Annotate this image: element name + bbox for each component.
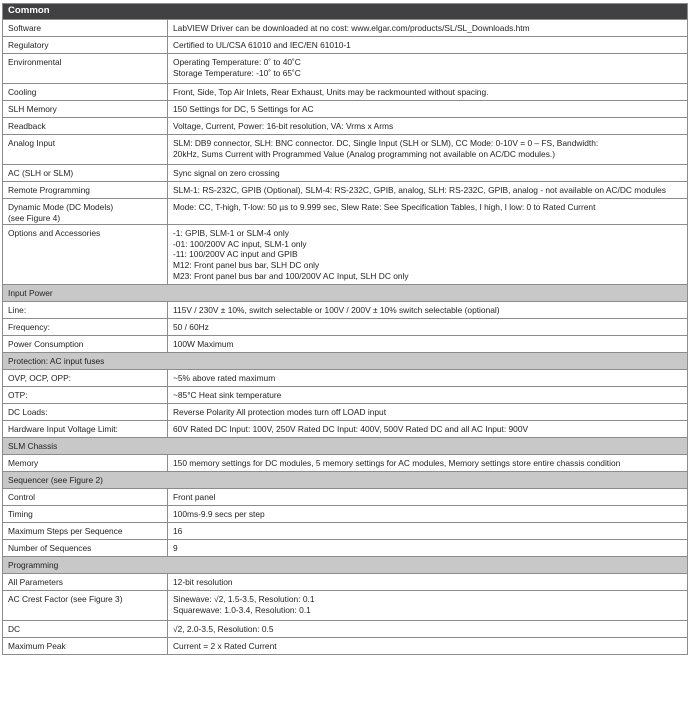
row-label-text: OTP: xyxy=(8,389,28,400)
row-value-line: Sync signal on zero crossing xyxy=(173,167,280,178)
row-value xyxy=(168,621,688,638)
row-label-text: Maximum Peak xyxy=(8,640,66,651)
row-label xyxy=(3,199,168,225)
row-label xyxy=(3,20,168,37)
row-value-line: √2, 2.0-3.5, Resolution: 0.5 xyxy=(173,623,274,634)
table-row xyxy=(3,489,688,506)
row-value-line: Sinewave: √2, 1.5-3.5, Resolution: 0.1 xyxy=(173,594,315,605)
row-value xyxy=(168,523,688,540)
row-label xyxy=(3,540,168,557)
row-label xyxy=(3,319,168,336)
row-label-text: AC (SLH or SLM) xyxy=(8,167,74,178)
row-value xyxy=(168,455,688,472)
row-label xyxy=(3,135,168,165)
row-value-line: Front, Side, Top Air Inlets, Rear Exhaust, Units may be rackmounted without spacing. xyxy=(173,86,489,97)
table-row xyxy=(3,319,688,336)
table-row xyxy=(3,404,688,421)
row-label-text: AC Crest Factor (see Figure 3) xyxy=(8,594,123,605)
row-value xyxy=(168,489,688,506)
table-row xyxy=(3,302,688,319)
row-value xyxy=(168,421,688,438)
table-row xyxy=(3,370,688,387)
row-value-line: 60V Rated DC Input: 100V, 250V Rated DC Input: 400V, 500V Rated DC and all AC Input: 900V xyxy=(173,423,529,434)
row-label xyxy=(3,489,168,506)
row-value xyxy=(168,101,688,118)
row-label xyxy=(3,336,168,353)
row-label xyxy=(3,370,168,387)
row-label xyxy=(3,101,168,118)
section-title: SLM Chassis xyxy=(3,438,688,455)
section-header-row xyxy=(3,438,688,455)
row-label-text: Readback xyxy=(8,120,46,131)
row-value xyxy=(168,370,688,387)
table-row xyxy=(3,540,688,557)
row-value-line: 100W Maximum xyxy=(173,338,234,349)
row-label xyxy=(3,638,168,655)
row-value-line: SLM: DB9 connector, SLH: BNC connector. DC, Single Input (SLH or SLM), CC Mode: 0-10V = 0 – FS, Bandwidth: xyxy=(173,138,599,148)
row-label xyxy=(3,591,168,621)
row-label xyxy=(3,182,168,199)
table-row xyxy=(3,225,688,285)
row-label-text: Remote Programming xyxy=(8,184,90,195)
table-row xyxy=(3,591,688,621)
row-value xyxy=(168,54,688,84)
row-label xyxy=(3,54,168,84)
table-row xyxy=(3,638,688,655)
row-value xyxy=(168,84,688,101)
row-label xyxy=(3,118,168,135)
row-label-text: DC xyxy=(8,623,21,634)
row-value-line: M23: Front panel bus bar and 100/200V AC Input, SLH DC only xyxy=(173,270,409,281)
row-label xyxy=(3,225,168,285)
row-label xyxy=(3,523,168,540)
row-label-text: OVP, OCP, OPP: xyxy=(8,372,71,383)
row-value-line: Certified to UL/CSA 61010 and IEC/EN 61010-1 xyxy=(173,39,351,50)
row-value-line: Front panel xyxy=(173,491,216,502)
table-row xyxy=(3,621,688,638)
row-value-line: -11: 100/200V AC input and GPIB xyxy=(173,249,298,260)
row-value-line: Operating Temperature: 0˚ to 40˚C xyxy=(173,57,301,67)
section-title: Sequencer (see Figure 2) xyxy=(3,472,688,489)
spec-table-body xyxy=(3,4,688,655)
row-value-line: SLM-1: RS-232C, GPIB (Optional), SLM-4: RS-232C, GPIB, analog, SLH: RS-232C, GPIB, analog - not available on AC/DC modules xyxy=(173,184,666,195)
row-value-line: Voltage, Current, Power: 16-bit resolution, VA: Vrms x Arms xyxy=(173,120,394,131)
row-label-text: Power Consumption xyxy=(8,338,84,349)
row-label-text: All Parameters xyxy=(8,576,63,587)
row-value xyxy=(168,319,688,336)
row-label-text: Dynamic Mode (DC Models) xyxy=(8,202,114,212)
table-row xyxy=(3,20,688,37)
table-row xyxy=(3,523,688,540)
row-value xyxy=(168,591,688,621)
row-label xyxy=(3,387,168,404)
row-value-line: Squarewave: 1.0-3.4, Resolution: 0.1 xyxy=(173,604,311,615)
table-row xyxy=(3,455,688,472)
row-label xyxy=(3,506,168,523)
row-label-text: Control xyxy=(8,491,35,502)
row-label-text: Cooling xyxy=(8,86,37,97)
row-value-line: 9 xyxy=(173,542,178,553)
table-row xyxy=(3,118,688,135)
row-value xyxy=(168,638,688,655)
section-title: Input Power xyxy=(3,285,688,302)
row-label-text: Number of Sequences xyxy=(8,542,92,553)
row-label xyxy=(3,621,168,638)
row-value-line: 20kHz, Sums Current with Programmed Value (Analog programming not available on AC/DC modules.) xyxy=(173,148,556,159)
section-header-row xyxy=(3,353,688,370)
row-value-line: Mode: CC, T-high, T-low: 50 µs to 9.999 sec, Slew Rate: See Specification Tables, I high, I low: 0 to Rated Current xyxy=(173,202,596,212)
row-value xyxy=(168,182,688,199)
row-value xyxy=(168,302,688,319)
row-value-line: Reverse Polarity All protection modes turn off LOAD input xyxy=(173,406,387,417)
table-row xyxy=(3,506,688,523)
section-header-row xyxy=(3,472,688,489)
table-row xyxy=(3,165,688,182)
table-row xyxy=(3,135,688,165)
row-label-text: Software xyxy=(8,22,42,33)
row-value xyxy=(168,574,688,591)
section-header-row xyxy=(3,285,688,302)
row-value xyxy=(168,118,688,135)
table-row xyxy=(3,54,688,84)
row-label-text: Frequency: xyxy=(8,321,50,332)
section-header-row xyxy=(3,557,688,574)
row-label-text: Environmental xyxy=(8,57,62,67)
row-value-line: LabVIEW Driver can be downloaded at no cost: www.elgar.com/products/SL/SL_Downloads.htm xyxy=(173,22,530,33)
row-label-text: Timing xyxy=(8,508,33,519)
row-label-text: Regulatory xyxy=(8,39,49,50)
row-label xyxy=(3,574,168,591)
row-value xyxy=(168,20,688,37)
row-label-note: (see Figure 4) xyxy=(8,212,61,223)
row-value-line: Current = 2 x Rated Current xyxy=(173,640,277,651)
row-value-line: 115V / 230V ± 10%, switch selectable or 100V / 200V ± 10% switch selectable (optional) xyxy=(173,304,500,315)
row-label-text: Hardware Input Voltage Limit: xyxy=(8,423,118,434)
row-value xyxy=(168,506,688,523)
row-value-line: 150 memory settings for DC modules, 5 memory settings for AC modules, Memory settings store entire chassis condition xyxy=(173,457,621,468)
row-label-text: DC Loads: xyxy=(8,406,48,417)
row-label-text: Line: xyxy=(8,304,27,315)
row-label-text: Options and Accessories xyxy=(8,228,101,239)
table-row xyxy=(3,421,688,438)
row-value xyxy=(168,199,688,225)
table-row xyxy=(3,336,688,353)
row-label xyxy=(3,421,168,438)
spec-table xyxy=(2,3,688,655)
row-label xyxy=(3,165,168,182)
row-value xyxy=(168,135,688,165)
row-value-line: ~5% above rated maximum xyxy=(173,372,276,383)
row-value-line: -01: 100/200V AC input, SLM-1 only xyxy=(173,238,307,249)
row-value-line: 12-bit resolution xyxy=(173,576,233,587)
table-header: Common xyxy=(3,4,688,20)
row-value-line: ~85°C Heat sink temperature xyxy=(173,389,282,400)
row-label-text: SLH Memory xyxy=(8,103,57,114)
row-label-text: Maximum Steps per Sequence xyxy=(8,525,123,536)
table-row xyxy=(3,387,688,404)
table-row xyxy=(3,199,688,225)
row-value xyxy=(168,387,688,404)
row-value-line: 100ms-9.9 secs per step xyxy=(173,508,265,519)
row-value xyxy=(168,404,688,421)
row-value-line: -1: GPIB, SLM-1 or SLM-4 only xyxy=(173,228,289,239)
table-row xyxy=(3,37,688,54)
section-title: Programming xyxy=(3,557,688,574)
row-label xyxy=(3,404,168,421)
row-label xyxy=(3,37,168,54)
row-label xyxy=(3,302,168,319)
row-value xyxy=(168,336,688,353)
row-value xyxy=(168,540,688,557)
row-value-line: 50 / 60Hz xyxy=(173,321,209,332)
table-header-row xyxy=(3,4,688,20)
table-row xyxy=(3,101,688,118)
table-row xyxy=(3,182,688,199)
row-label xyxy=(3,455,168,472)
row-label-text: Memory xyxy=(8,457,39,468)
row-value xyxy=(168,165,688,182)
row-value-line: 150 Settings for DC, 5 Settings for AC xyxy=(173,103,314,114)
row-label xyxy=(3,84,168,101)
row-value xyxy=(168,37,688,54)
row-value-line: M12: Front panel bus bar, SLH DC only xyxy=(173,259,320,270)
section-title: Protection: AC input fuses xyxy=(3,353,688,370)
table-row xyxy=(3,574,688,591)
row-value-line: Storage Temperature: -10˚ to 65˚C xyxy=(173,67,301,78)
table-row xyxy=(3,84,688,101)
row-label-text: Analog Input xyxy=(8,138,56,148)
row-value-line: 16 xyxy=(173,525,183,536)
row-value xyxy=(168,225,688,285)
